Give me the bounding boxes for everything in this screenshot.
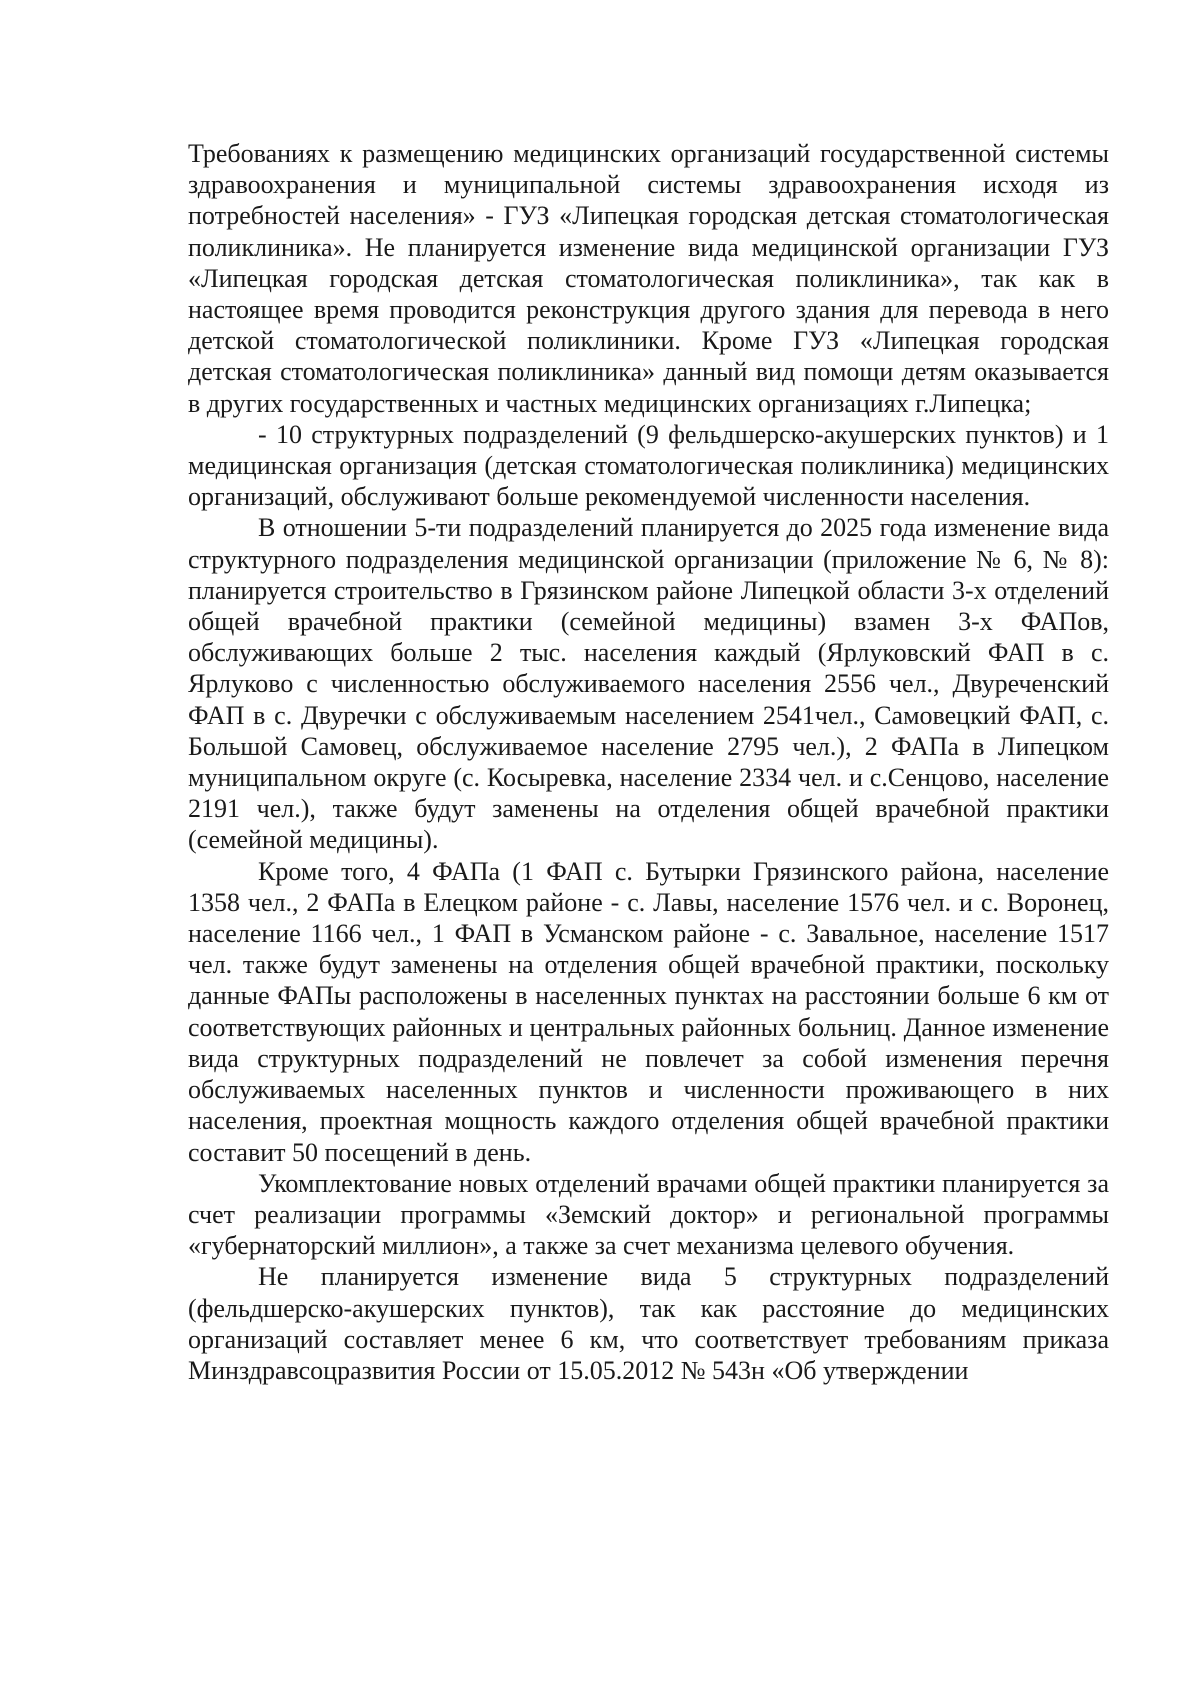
paragraph-6: Не планируется изменение вида 5 структурных подразделений (фельдшерско-акушерских пунктов), так как расстояние до медицинских организаций составляет менее 6 км, что соответствует требованиям приказа Минздравсоцразвития России от 15.05.2012 № 543н «Об утверждении [188, 1262, 1109, 1385]
paragraph-2: - 10 структурных подразделений (9 фельдшерско-акушерских пунктов) и 1 медицинская организация (детская стоматологическая поликлиника) медицинских организаций, обслуживают больше рекомендуемой численности населения. [188, 419, 1109, 512]
paragraph-3: В отношении 5-ти подразделений планируется до 2025 года изменение вида структурного подразделения медицинской организации (приложение № 6, № 8): планируется строительство в Грязинском районе Липецкой области 3-х отделений общей врачебной практики (семейной медицины) взамен 3-х ФАПов, обслуживающих больше 2 тыс. населения каждый (Ярлуковский ФАП в с. Ярлуково с численностью обслуживаемого населения 2556 чел., Двуреченский ФАП в с. Двуречки с обслуживаемым населением 2541чел., Самовецкий ФАП, с. Большой Самовец, обслуживаемое население 2795 чел.), 2 ФАПа в Липецком муниципальном округе (с. Косыревка, население 2334 чел. и с.Сенцово, население 2191 чел.), также будут заменены на отделения общей врачебной практики (семейной медицины). [188, 513, 1109, 855]
document-body [188, 138, 1109, 1386]
paragraph-5: Укомплектование новых отделений врачами общей практики планируется за счет реализации программы «Земский доктор» и региональной программы «губернаторский миллион», а также за счет механизма целевого обучения. [188, 1168, 1109, 1261]
paragraph-1: Требованиях к размещению медицинских организаций государственной системы здравоохранения и муниципальной системы здравоохранения исходя из потребностей населения» - ГУЗ «Липецкая городская детская стоматологическая поликлиника». Не планируется изменение вида медицинской организации ГУЗ «Липецкая городская детская стоматологическая поликлиника», так как в настоящее время проводится реконструкция другого здания для перевода в него детской стоматологической поликлиники. Кроме ГУЗ «Липецкая городская детская стоматологическая поликлиника» данный вид помощи детям оказывается в других государственных и частных медицинских организациях г.Липецка; [188, 139, 1109, 418]
paragraph-4: Кроме того, 4 ФАПа (1 ФАП с. Бутырки Грязинского района, население 1358 чел., 2 ФАПа в Елецком районе - с. Лавы, население 1576 чел. и с. Воронец, население 1166 чел., 1 ФАП в Усманском районе - с. Завальное, население 1517 чел. также будут заменены на отделения общей врачебной практики, поскольку данные ФАПы расположены в населенных пунктах на расстоянии больше 6 км от соответствующих районных и центральных районных больниц. Данное изменение вида структурных подразделений не повлечет за собой изменения перечня обслуживаемых населенных пунктов и численности проживающего в них населения, проектная мощность каждого отделения общей врачебной практики составит 50 посещений в день. [188, 856, 1109, 1167]
